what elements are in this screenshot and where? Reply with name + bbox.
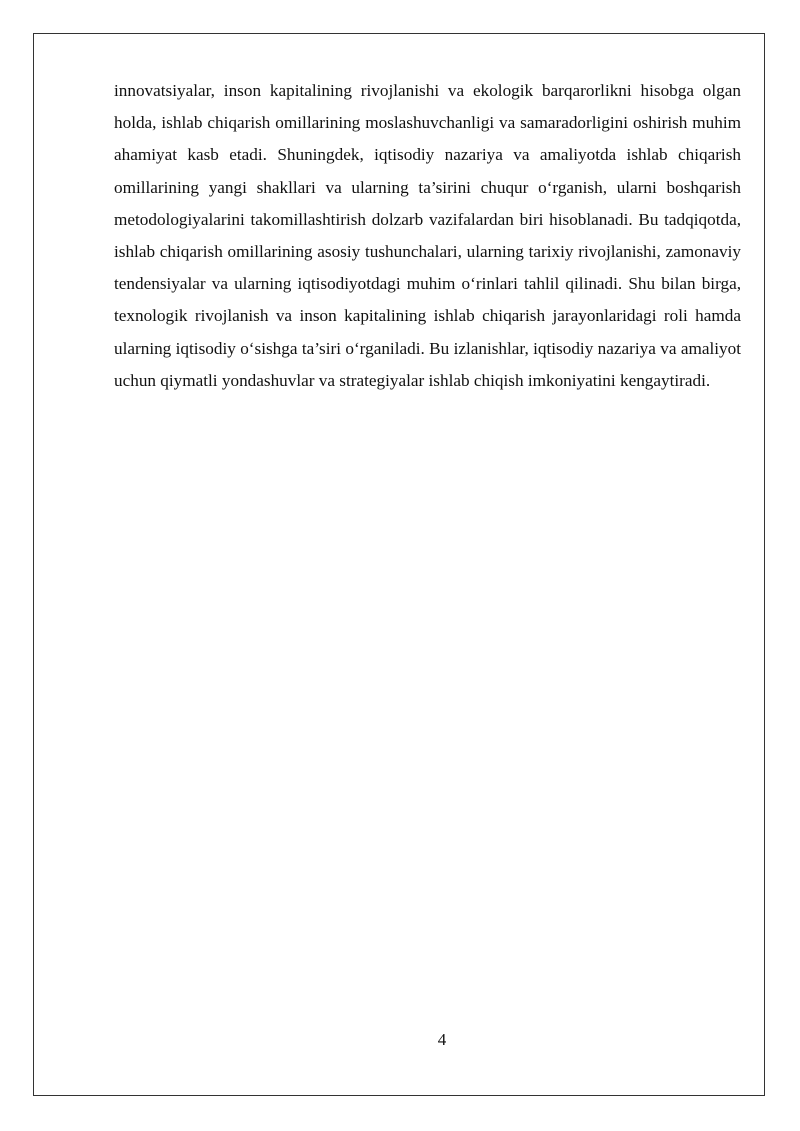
page-number: 4 (437, 1030, 447, 1049)
body-paragraph: innovatsiyalar, inson kapitalining rivojlanishi va ekologik barqarorlikni hisobga olgan holda, ishlab chiqarish omillarining moslashuvchanligi va samaradorligini oshirish muhim ahamiyat kasb etadi. Shuningdek, iqtisodiy nazariya va amaliyotda ishlab chiqarish omillarining yangi shakllari va ularning ta’sirini chuqur o‘rganish, ularni boshqarish metodologiyalarini takomillashtirish dolzarb vazifalardan biri hisoblanadi. Bu tadqiqotda, ishlab chiqarish omillarining asosiy tushunchalari, ularning tarixiy rivojlanishi, zamonaviy tendensiyalar va ularning iqtisodiyotdagi muhim o‘rinlari tahlil qilinadi. Shu bilan birga, texnologik rivojlanish va inson kapitalining ishlab chiqarish jarayonlaridagi roli hamda ularning iqtisodiy o‘sishga ta’siri o‘rganiladi. Bu izlanishlar, iqtisodiy nazariya va amaliyot uchun qiymatli yondashuvlar va strategiyalar ishlab chiqish imkoniyatini kengaytiradi. (114, 81, 741, 390)
